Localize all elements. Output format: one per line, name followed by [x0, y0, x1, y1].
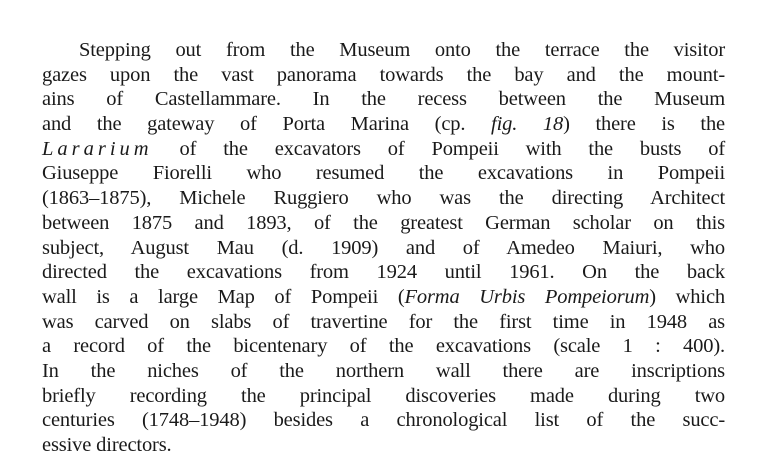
text-segment: of the excavators of Pompeii with the busts of: [179, 137, 726, 160]
text-line-4: [42, 112, 725, 137]
text-line-2: gazes upon the vast panorama towards the bay and the mount-: [42, 63, 725, 86]
text-segment: ) there is the: [563, 113, 725, 136]
text-line-17: essive directors.: [42, 434, 172, 456]
map-title: Forma Urbis Pompeiorum: [404, 285, 650, 308]
text-line-6: Giuseppe Fiorelli who resumed the excavations in Pompeii: [42, 162, 725, 185]
text-line-9: subject, August Mau (d. 1909) and of Amedeo Maiuri, who: [42, 236, 725, 259]
text-line-11: [42, 285, 725, 310]
text-line-12: was carved on slabs of travertine for the first time in 1948 as: [42, 310, 725, 333]
figure-reference: fig. 18: [491, 113, 564, 136]
lararium-term: Lararium: [42, 137, 153, 160]
text-line-3: ains of Castellammare. In the recess between the Museum: [42, 88, 725, 111]
text-segment: wall is a large Map of Pompeii (: [42, 285, 405, 308]
text-line-13: a record of the bicentenary of the excavations (scale 1 : 400).: [42, 335, 725, 358]
text-line-10: directed the excavations from 1924 until 1961. On the back: [42, 261, 725, 284]
text-line-1: Stepping out from the Museum onto the terrace the visitor: [79, 39, 725, 61]
text-segment: ) which: [649, 285, 725, 308]
text-line-15: briefly recording the principal discoveries made during two: [42, 384, 725, 407]
text-line-8: between 1875 and 1893, of the greatest German scholar on this: [42, 211, 725, 234]
text-segment: and the gateway of Porta Marina (cp.: [42, 113, 492, 136]
text-line-5: [42, 137, 725, 162]
text-line-7: (1863–1875), Michele Ruggiero who was the directing Architect: [42, 187, 725, 210]
text-line-14: In the niches of the northern wall there are inscriptions: [42, 359, 725, 382]
text-line-16: centuries (1748–1948) besides a chronological list of the succ-: [42, 409, 725, 432]
document-page: [42, 38, 725, 458]
